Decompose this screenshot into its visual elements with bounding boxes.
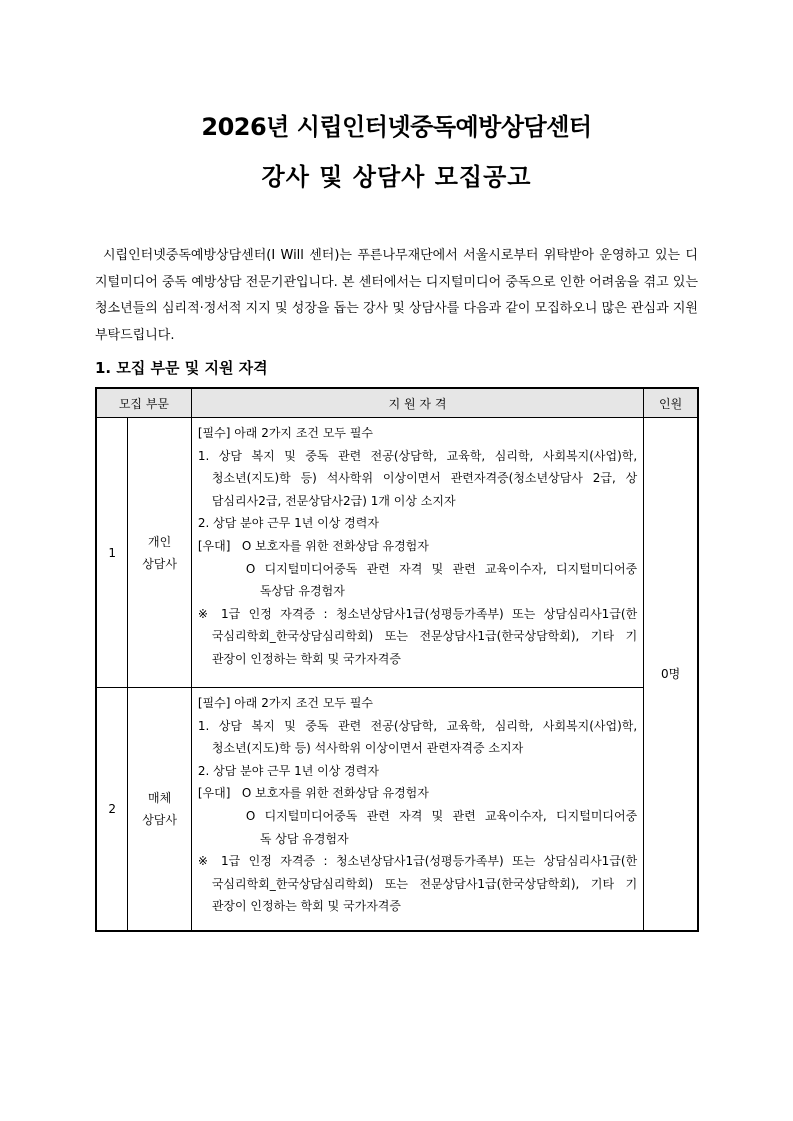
intro-paragraph: 시립인터넷중독예방상담센터(I Will 센터)는 푸른나무재단에서 서울시로부터 위탁받아 운영하고 있는 디지털미디어 중독 예방상담 전문기관입니다. 본 센터에서는 디지털미디어 중독으로 인한 어려움을 겪고 있는 청소년들의 심리적·정서적 지지 및 성장을 돕는 강사 및 상담사를 다음과 같이 모집하오니 많은 관심과 지원 부탁드립니다. <box>95 248 698 343</box>
pref-item: O 보호자를 위한 전화상담 유경험자 <box>241 786 429 801</box>
pref-line <box>198 535 637 558</box>
row-part <box>128 688 192 931</box>
pref-label: [우대] <box>197 786 231 801</box>
note-line: ※ 1급 인정 자격증 : 청소년상담사1급(성평등가족부) 또는 상담심리사1급(한 <box>197 606 638 621</box>
note-line: 국심리학회_한국상담심리학회) 또는 전문상담사1급(한국상담학회), 기타 기 <box>211 876 638 891</box>
req-line: 1. 상담 복지 및 중독 관련 전공(상담학, 교육학, 심리학, 사회복지(사업)학, <box>197 448 638 463</box>
row-part <box>128 418 192 688</box>
req-line: 청소년(지도)학 등) 석사학위 이상이면서 관련자격증 소지자 <box>211 741 524 756</box>
header-part: 모집 부문 <box>96 388 191 418</box>
req-line: 2. 상담 분야 근무 1년 이상 경력자 <box>197 763 379 778</box>
part-line: 매체 <box>147 790 172 805</box>
pref-item: O 보호자를 위한 전화상담 유경험자 <box>241 538 429 553</box>
req-line: 1. 상담 복지 및 중독 관련 전공(상담학, 교육학, 심리학, 사회복지(사업)학, <box>197 718 638 733</box>
recruit-count: 0명 <box>644 418 698 931</box>
pref-line <box>198 782 637 805</box>
pref-item: 독 상담 유경험자 <box>259 831 349 846</box>
req-line: 2. 상담 분야 근무 1년 이상 경력자 <box>197 516 379 531</box>
req-line: 담심리사2급, 전문상담사2급) 1개 이상 소지자 <box>211 493 456 508</box>
title-line-1: 2026년 시립인터넷중독예방상담센터 <box>201 113 592 141</box>
required-line: [필수] 아래 2가지 조건 모두 필수 <box>197 426 374 440</box>
note-line: ※ 1급 인정 자격증 : 청소년상담사1급(성평등가족부) 또는 상담심리사1급(한 <box>197 854 638 869</box>
pref-item: 독상담 유경험자 <box>259 584 345 599</box>
table-row <box>96 688 698 931</box>
part-line: 상담사 <box>142 556 177 571</box>
title-line-2: 강사 및 상담사 모집공고 <box>261 163 532 191</box>
req-line: 청소년(지도)학 등) 석사학위 이상이면서 관련자격증(청소년상담사 2급, 상 <box>211 471 638 486</box>
note-line: 관장이 인정하는 학회 및 국가자격증 <box>211 651 401 666</box>
pref-item: O 디지털미디어중독 관련 자격 및 관련 교육이수자, 디지털미디어중 <box>245 808 638 823</box>
part-line: 상담사 <box>142 812 177 827</box>
row-number: 2 <box>96 688 128 931</box>
recruit-table <box>95 387 699 932</box>
required-line: [필수] 아래 2가지 조건 모두 필수 <box>197 696 374 710</box>
row-qualification <box>191 418 643 688</box>
table-header-row <box>96 388 698 418</box>
part-line: 개인 <box>147 534 172 549</box>
table-row <box>96 418 698 688</box>
header-count: 인원 <box>644 388 698 418</box>
note-line: 국심리학회_한국상담심리학회) 또는 전문상담사1급(한국상담학회), 기타 기 <box>211 629 638 644</box>
note-line: 관장이 인정하는 학회 및 국가자격증 <box>211 899 401 914</box>
header-qualification: 지 원 자 격 <box>191 388 643 418</box>
pref-item: O 디지털미디어중독 관련 자격 및 관련 교육이수자, 디지털미디어중 <box>245 561 638 576</box>
pref-label: [우대] <box>197 538 231 553</box>
row-number: 1 <box>96 418 128 688</box>
row-qualification <box>191 688 643 931</box>
section-heading: 1. 모집 부문 및 지원 자격 <box>95 359 268 377</box>
